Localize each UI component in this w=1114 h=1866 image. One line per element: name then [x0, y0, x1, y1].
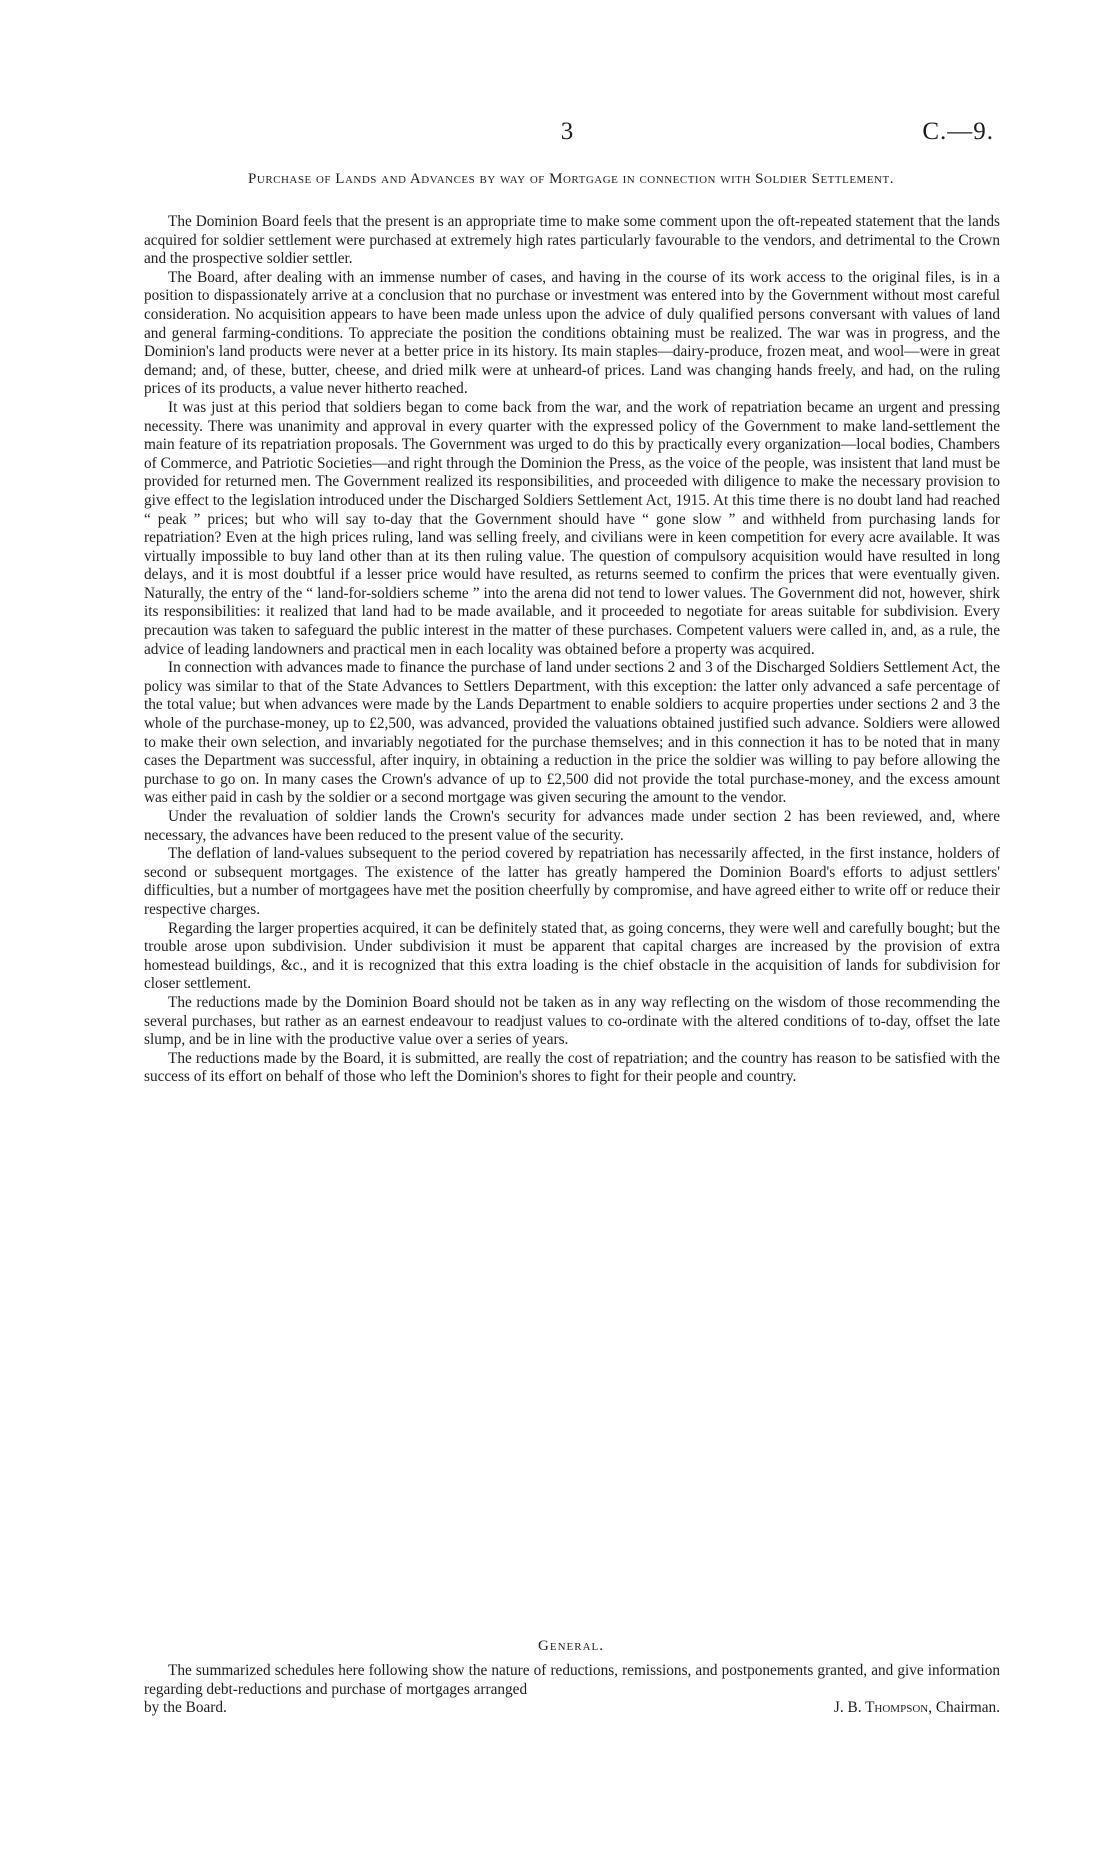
paragraph: In connection with advances made to finance the purchase of land under sections 2 and 3 of the Discharged Soldiers Settlement Act, the policy was similar to that of the State Advances to Settlers Department, with this exception: the latter only advanced a safe percentage of the total value; but when advances were made by the Lands Department to enable soldiers to acquire properties under sections 2 and 3 the whole of the purchase-money, up to £2,500, was advanced, provided the valuations obtained justified such advance. Soldiers were allowed to make their own selection, and invariably negotiated for the purchase themselves; and in this connection it has to be noted that in many cases the Department was successful, after inquiry, in obtaining a reduction in the price the soldier was willing to pay before allowing the purchase to go on. In many cases the Crown's advance of up to £2,500 did not provide the total purchase-money, and the excess amount was either paid in cash by the soldier or a second mortgage was given securing the amount to the vendor. [144, 659, 1000, 807]
section-heading: Purchase of Lands and Advances by way of Mortgage in connection with Soldier Settlement. [248, 171, 894, 187]
paragraph: Under the revaluation of soldier lands the Crown's security for advances made under section 2 has been reviewed, and, where necessary, the advances have been reduced to the present value of the security. [144, 808, 1000, 844]
document-code: C.—9. [922, 118, 994, 145]
signature-name: J. B. Thompson [833, 1699, 929, 1717]
general-paragraph: The summarized schedules here following show the nature of reductions, remissions, and postponements granted, and give information regarding debt-reductions and purchase of mortgages arranged [144, 1662, 1000, 1698]
paragraph: The reductions made by the Dominion Board should not be taken as in any way reflecting on the wisdom of those recommending the several purchases, but rather as an earnest endeavour to readjust values to co-ordinate with the altered conditions of to-day, offset the late slump, and be in line with the productive value over a series of years. [144, 993, 1000, 1049]
paragraph: The reductions made by the Board, it is submitted, are really the cost of repatriation; and the country has reason to be satisfied with the success of its effort on behalf of those who left the Dominion's shores to fight for their people and country. [144, 1049, 1000, 1086]
signature [834, 1699, 1000, 1718]
body-text [144, 213, 1000, 1087]
paragraph: It was just at this period that soldiers began to come back from the war, and the work of repatriation became an urgent and pressing necessity. There was unanimity and approval in every quarter with the expressed policy of the Government to make land-settlement the main feature of its repatriation proposals. The Government was urged to do this by practically every organization—local bodies, Chambers of Commerce, and Patriotic Societies—and right through the Dominion the Press, as the voice of the people, was insistent that land must be provided for returned men. The Government realized its responsibilities, and proceeded with diligence to make the necessary provision to give effect to the legislation introduced under the Discharged Soldiers Settlement Act, 1915. At this time there is no doubt land had reached “ peak ” prices; but who will say to-day that the Government should have “ gone slow ” and withheld from purchasing lands for repatriation? Even at the high prices ruling, land was selling freely, and civilians were in keen competition for every acre available. It was virtually impossible to buy land other than at its then ruling value. The question of compulsory acquisition would have resulted in long delays, and it is most doubtful if a lesser price would have resulted, as returns seemed to confirm the prices that were eventually given. Naturally, the entry of the “ land-for-soldiers scheme ” into the arena did not tend to lower values. The Government did not, however, shirk its responsibilities: it realized that land had to be made available, and it proceeded to negotiate for areas suitable for subdivision. Every precaution was taken to safeguard the public interest in the matter of these purchases. Competent valuers were called in, and, as a rule, the advice of leading landowners and practical men in each locality was obtained before a property was acquired. [144, 398, 1000, 658]
general-paragraph-end [144, 1699, 1000, 1718]
general-heading: General. [538, 1638, 604, 1654]
signature-title: , Chairman. [928, 1699, 1000, 1717]
paragraph: The Dominion Board feels that the present is an appropriate time to make some comment upon the oft-repeated statement that the lands acquired for soldier settlement were purchased at extremely high rates particularly favourable to the vendors, and detrimental to the Crown and the prospective soldier settler. [144, 213, 1000, 268]
page-header [140, 118, 994, 148]
paragraph: The Board, after dealing with an immense number of cases, and having in the course of its work access to the original files, is in a position to dispassionately arrive at a conclusion that no purchase or investment was entered into by the Government without most careful consideration. No acquisition appears to have been made unless upon the advice of duly qualified persons conversant with values of land and general farming-conditions. To appreciate the position the conditions obtaining must be realized. The war was in progress, and the Dominion's land products were never at a better price in its history. Its main staples—dairy-produce, frozen meat, and wool—were in great demand; and, of these, butter, cheese, and dried milk were at unheard-of prices. Land was changing hands freely, and had, on the ruling prices of its products, a value never hitherto reached. [144, 268, 1000, 398]
paragraph: Regarding the larger properties acquired, it can be definitely stated that, as going concerns, they were well and carefully bought; but the trouble arose upon subdivision. Under subdivision it must be apparent that capital charges are increased by the provision of extra homestead buildings, &c., and it is recognized that this extra loading is the chief obstacle in the acquisition of lands for subdivision for closer settlement. [144, 919, 1000, 993]
paragraph: The deflation of land-values subsequent to the period covered by repatriation has necessarily affected, in the first instance, holders of second or subsequent mortgages. The existence of the latter has greatly hampered the Dominion Board's efforts to adjust settlers' difficulties, but a number of mortgagees have met the position cheerfully by compromise, and have agreed either to write off or reduce their respective charges. [144, 845, 1000, 918]
page-number: 3 [560, 118, 574, 145]
general-section [144, 1662, 1000, 1718]
general-text-end: by the Board. [144, 1699, 227, 1717]
